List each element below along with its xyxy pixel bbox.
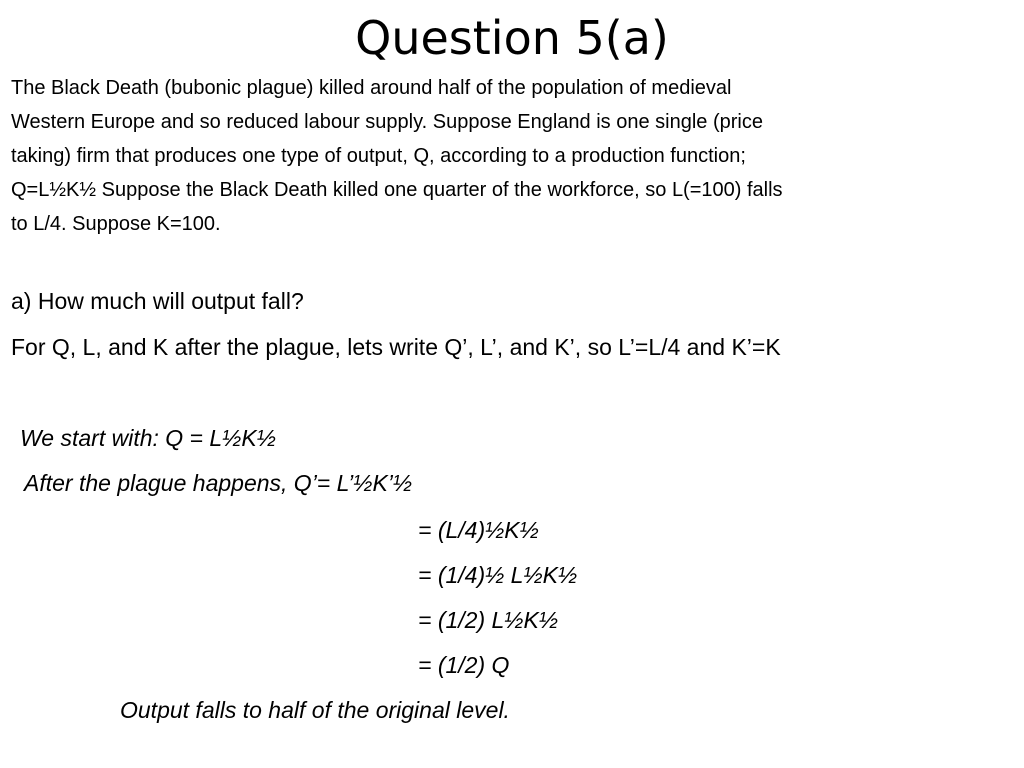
problem-line: taking) firm that produces one type of output, Q, according to a production function;: [11, 145, 746, 167]
notation-text: For Q, L, and K after the plague, lets write Q’, L’, and K’, so L’=L/4 and K’=K: [11, 334, 781, 360]
slide-title: Question 5(a): [355, 11, 669, 65]
working-step: = (1/2) Q: [418, 652, 510, 678]
working-step: = (1/4)½ L½K½: [418, 562, 578, 588]
problem-line: Western Europe and so reduced labour supply. Suppose England is one single (price: [11, 111, 763, 133]
problem-line: Q=L½K½ Suppose the Black Death killed one quarter of the workforce, so L(=100) falls: [11, 179, 783, 201]
working-start: We start with: Q = L½K½: [20, 425, 276, 451]
problem-statement: [11, 71, 1011, 241]
problem-line: to L/4. Suppose K=100.: [11, 213, 221, 235]
working-step: = (L/4)½K½: [418, 517, 539, 543]
working-step: = (1/2) L½K½: [418, 607, 558, 633]
question-text: a) How much will output fall?: [11, 288, 304, 314]
working-after: After the plague happens, Q’= L’½K’½: [24, 470, 413, 496]
conclusion: Output falls to half of the original level.: [120, 697, 510, 723]
problem-line: The Black Death (bubonic plague) killed around half of the population of medieval: [11, 77, 732, 99]
